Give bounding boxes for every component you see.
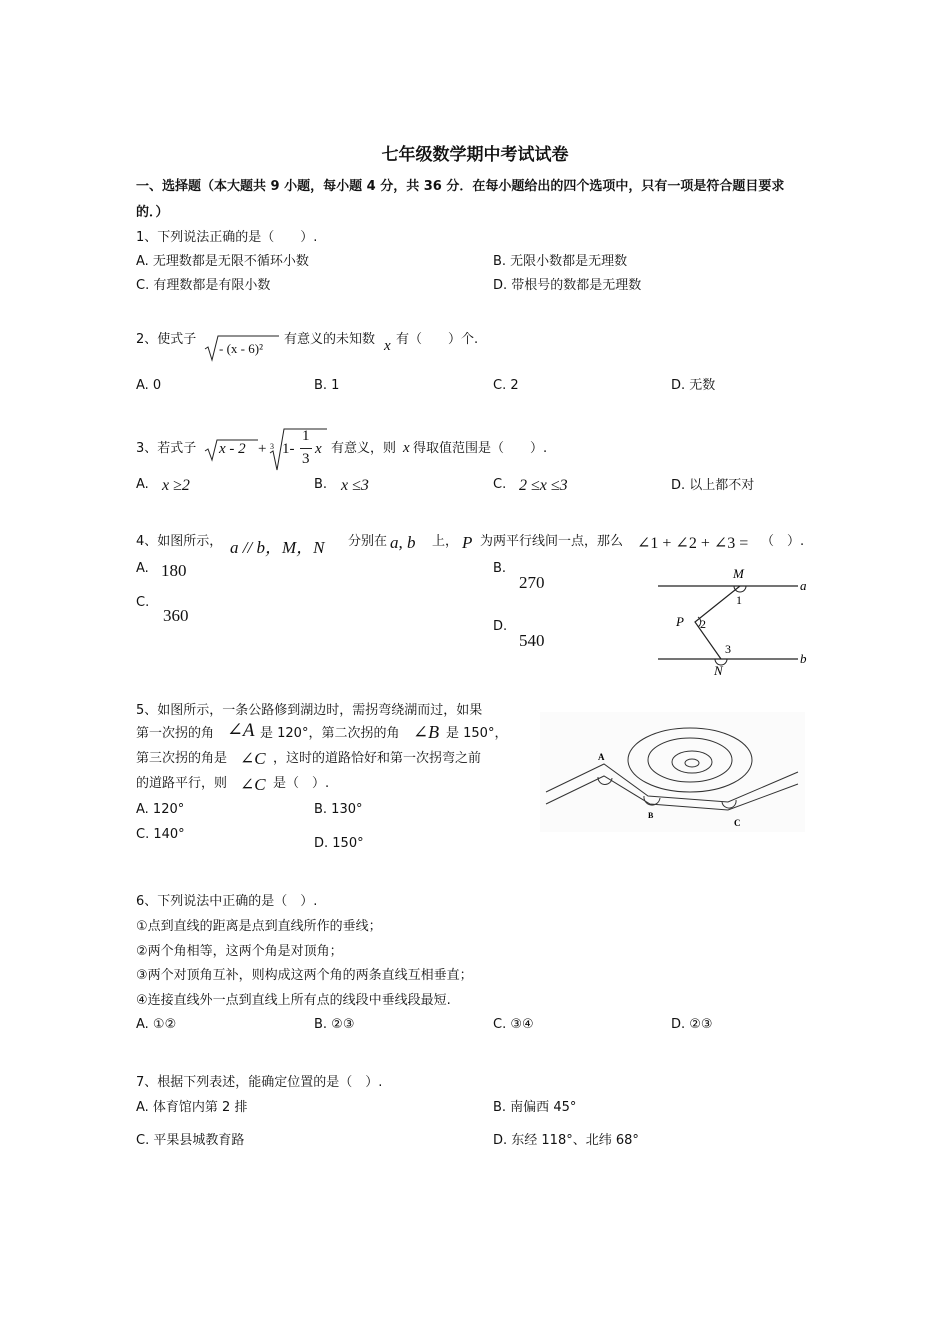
q6-statement-4: ④连接直线外一点到直线上所有点的线段中垂线段最短. (136, 993, 451, 1008)
q3-cbrt-index: 3 (270, 442, 274, 451)
page-title: 七年级数学期中考试试卷 (381, 145, 569, 165)
q2-option-b: B. 1 (314, 378, 340, 393)
label-b: b (800, 651, 807, 666)
q2-stem-pre: 2、使式子 (136, 332, 197, 347)
q6-stem: 6、下列说法中正确的是（ ）. (136, 894, 318, 909)
q2-option-d: D. 无数 (671, 378, 716, 393)
q1-option-d: D. 带根号的数都是无理数 (493, 278, 642, 293)
label-b: B (648, 811, 654, 820)
q3-option-b-value: x ≤3 (341, 477, 369, 494)
q4-expr: ∠1 + ∠2 + ∠3 = (637, 535, 749, 552)
q3-frac-den: 3 (302, 451, 310, 467)
q1-option-c: C. 有理数都是有限小数 (136, 278, 271, 293)
q7-option-d: D. 东经 118°、北纬 68° (493, 1133, 639, 1148)
q3-frac-bar (300, 448, 312, 449)
q5-line-4b: 是（ ）. (273, 776, 330, 791)
q5-angle-c-2: ∠C (240, 775, 266, 794)
q6-statement-2: ②两个角相等，这两个角是对顶角； (136, 944, 343, 959)
q4-option-c-value: 360 (163, 606, 189, 625)
q6-statement-3: ③两个对顶角互补，则构成这两个角的两条直线互相垂直； (136, 968, 473, 983)
q4-stem-post: （ ）. (761, 534, 805, 549)
q1-option-a: A. 无理数都是无限不循环小数 (136, 254, 309, 269)
q5-angle-b: ∠B (413, 722, 440, 742)
q3-option-a-value: x ≥2 (162, 477, 190, 494)
q4-option-b-label: B. (493, 561, 507, 576)
q3-sqrt-radicand: x - 2 (219, 441, 246, 457)
q7-stem: 7、根据下列表述，能确定位置的是（ ）. (136, 1075, 383, 1090)
q3-option-c-label: C. (493, 477, 507, 492)
q4-option-b-value: 270 (519, 573, 545, 592)
q4-option-a-value: 180 (161, 561, 187, 580)
q5-line-2c: 是 150°， (446, 726, 508, 741)
q3-frac-num: 1 (302, 428, 310, 444)
label-1: 1 (736, 593, 742, 607)
label-p: P (676, 614, 684, 629)
q4-stem-mid1: 分别在 (348, 534, 388, 549)
q5-option-a: A. 120° (136, 802, 185, 817)
q3-cbrt-x: x (315, 441, 322, 457)
q3-cbrt-one: 1- (282, 441, 295, 457)
q2-stem-mid: 有意义的未知数 (284, 332, 376, 347)
q7-option-c: C. 平果县城教育路 (136, 1133, 245, 1148)
q6-option-b: B. ②③ (314, 1017, 355, 1032)
q3-plus: + (258, 441, 267, 457)
q5-line-2a: 第一次拐的角 (136, 726, 215, 741)
section-heading: 一、选择题（本大题共 9 小题，每小题 4 分，共 36 分．在每小题给出的四个选项中，只有一项是符合题目要求 (136, 179, 785, 194)
label-n: N (714, 663, 723, 678)
q5-line-2b: 是 120°，第二次拐的角 (260, 726, 400, 741)
q1-stem: 1、下列说法正确的是（ ）. (136, 230, 318, 245)
q4-ab: a, b (390, 533, 416, 552)
q6-option-d: D. ②③ (671, 1017, 713, 1032)
q5-line-1: 5、如图所示，一条公路修到湖边时，需拐弯绕湖而过，如果 (136, 703, 483, 718)
label-c: C (734, 818, 741, 828)
q5-option-b: B. 130° (314, 802, 363, 817)
q6-statement-1: ①点到直线的距离是点到直线所作的垂线； (136, 919, 382, 934)
q5-figure (540, 712, 805, 832)
q3-option-b-label: B. (314, 477, 328, 492)
q5-line-3b: ，这时的道路恰好和第一次拐弯之前 (273, 751, 482, 766)
q3-option-d: D. 以上都不对 (671, 478, 755, 493)
q3-stem-mid: 有意义，则 (331, 441, 397, 456)
q2-var: x (384, 338, 391, 354)
q2-option-c: C. 2 (493, 378, 519, 393)
q4-option-d-value: 540 (519, 631, 545, 650)
q4-option-c-label: C. (136, 595, 150, 610)
label-a: A (598, 752, 605, 762)
q7-option-b: B. 南偏西 45° (493, 1100, 577, 1115)
q4-stem-mid3: 为两平行线间一点，那么 (480, 534, 624, 549)
q2-option-a: A. 0 (136, 378, 162, 393)
q4-cond: a // b，M，N (230, 538, 325, 557)
q5-line-3a: 第三次拐的角是 (136, 751, 228, 766)
q4-figure (650, 562, 820, 680)
label-m: M (733, 566, 744, 581)
q1-option-b: B. 无限小数都是无理数 (493, 254, 628, 269)
q2-stem-post: 有（ ）个. (396, 332, 479, 347)
q5-option-c: C. 140° (136, 827, 185, 842)
q6-option-a: A. ①② (136, 1017, 177, 1032)
q5-option-d: D. 150° (314, 836, 364, 851)
q4-option-d-label: D. (493, 619, 508, 634)
q3-var: x (403, 440, 410, 456)
label-a: a (800, 578, 807, 593)
q5-line-4a: 的道路平行，则 (136, 776, 228, 791)
q4-p: P (462, 533, 473, 552)
q4-stem-mid2: 上， (432, 534, 459, 549)
q4-option-a-label: A. (136, 561, 149, 576)
label-3: 3 (725, 642, 731, 656)
q3-stem-post: 得取值范围是（ ）. (413, 441, 548, 456)
q7-option-a: A. 体育馆内第 2 排 (136, 1100, 248, 1115)
q6-option-c: C. ③④ (493, 1017, 534, 1032)
label-2: 2 (700, 617, 706, 631)
figure-background (540, 712, 805, 832)
q3-option-a-label: A. (136, 477, 149, 492)
q4-stem-pre: 4、如图所示， (136, 534, 223, 549)
q3-stem-pre: 3、若式子 (136, 441, 197, 456)
q5-angle-c: ∠C (240, 749, 266, 768)
q2-radicand: - (x - 6)² (219, 341, 263, 356)
section-heading-cont: 的．） (136, 205, 169, 220)
q5-angle-a: ∠A (227, 720, 255, 741)
q3-option-c-value: 2 ≤x ≤3 (519, 477, 568, 494)
